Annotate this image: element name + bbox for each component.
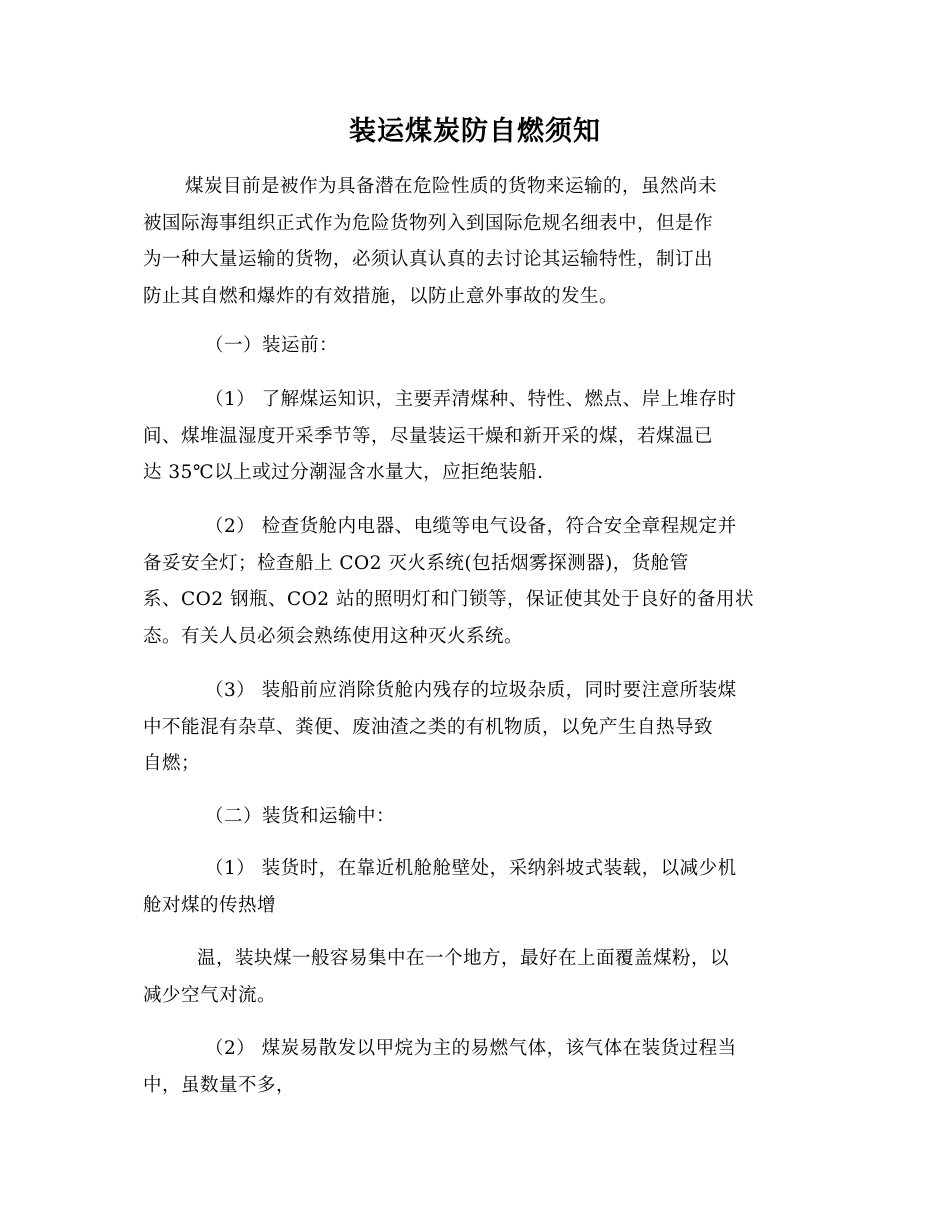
text-line: 态。有关人员必须会熟练使用这种灭火系统。 — [143, 625, 524, 647]
section-heading — [143, 799, 807, 836]
text-line: （一）装运前： — [205, 335, 339, 356]
text-line: （2） 检查货舱内电器、电缆等电气设备，符合安全章程规定并 — [205, 516, 737, 537]
text-line: 达 35℃以上或过分潮湿含水量大，应拒绝装船. — [143, 462, 544, 483]
text-line: 温，装块煤一般容易集中在一个地方，最好在上面覆盖煤粉，以 — [197, 948, 730, 969]
list-item — [143, 941, 807, 1014]
section-heading — [143, 328, 807, 365]
text-line: 被国际海事组织正式作为危险货物列入到国际危规名细表中，但是作 — [143, 212, 714, 234]
text-line: 中不能混有杂草、粪便、废油渣之类的有机物质，以免产生自热导致 — [143, 716, 714, 738]
text-line: 系、CO2 钢瓶、CO2 站的照明灯和门锁等，保证使其处于良好的备用状 — [143, 589, 754, 610]
text-line: 间、煤堆温湿度开采季节等，尽量装运干燥和新开采的煤，若煤温已 — [143, 425, 714, 447]
text-line: 防止其自燃和爆炸的有效措施，以防止意外事故的发生。 — [143, 285, 619, 307]
text-line: （1） 装货时，在靠近机舱舱壁处，采纳斜坡式装载，以减少机 — [205, 858, 737, 879]
list-item — [143, 851, 807, 924]
list-item — [143, 673, 807, 783]
text-line: 中，虽数量不多， — [143, 1074, 296, 1096]
text-line: （二）装货和运输中： — [205, 806, 396, 827]
document-title: 装运煤炭防自燃须知 — [349, 116, 601, 147]
list-item — [143, 1031, 807, 1104]
text-line: 为一种大量运输的货物，必须认真认真的去讨论其运输特性，制订出 — [143, 249, 714, 270]
text-line: 舱对煤的传热增 — [143, 894, 277, 916]
text-line: 煤炭目前是被作为具备潜在危险性质的货物来运输的，虽然尚未 — [185, 176, 718, 197]
text-line: （3） 装船前应消除货舱内残存的垃圾杂质，同时要注意所装煤 — [205, 680, 737, 701]
text-line: 自燃； — [143, 753, 201, 774]
list-item — [143, 382, 807, 492]
text-line: （1） 了解煤运知识，主要弄清煤种、特性、燃点、岸上堆存时 — [205, 389, 737, 410]
text-line: （2） 煤炭易散发以甲烷为主的易燃气体，该气体在装货过程当 — [205, 1038, 737, 1059]
text-line: 备妥安全灯；检查船上 CO2 灭火系统(包括烟雾探测器)，货舱管 — [143, 552, 689, 574]
intro-paragraph — [143, 169, 807, 315]
list-item — [143, 509, 807, 655]
text-line: 减少空气对流。 — [143, 984, 277, 1006]
